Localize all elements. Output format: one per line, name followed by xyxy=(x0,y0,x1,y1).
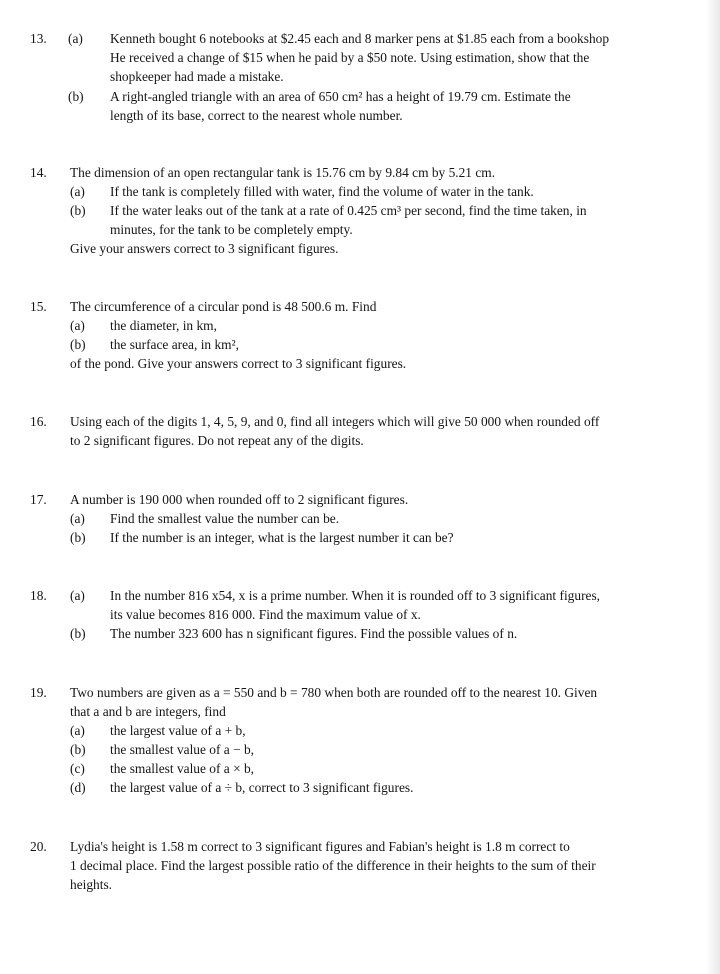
question-text: Lydia's height is 1.58 m correct to 3 significant figures and Fabian's height is 1.8 m correct to xyxy=(70,839,570,854)
question-13 xyxy=(0,30,720,130)
question-text: The circumference of a circular pond is 48 500.6 m. Find xyxy=(70,299,377,314)
question-text: the surface area, in km², xyxy=(110,337,239,352)
question-18 xyxy=(0,587,720,647)
question-text: the largest value of a ÷ b, correct to 3 significant figures. xyxy=(110,780,414,795)
part-label: (a) xyxy=(68,31,83,46)
question-text: minutes, for the tank to be completely empty. xyxy=(110,222,353,237)
question-text: the largest value of a + b, xyxy=(110,723,246,738)
question-note: of the pond. Give your answers correct to 3 significant figures. xyxy=(70,356,407,371)
part-label: (b) xyxy=(70,530,86,545)
page-edge-shadow xyxy=(706,0,720,974)
question-number: 13. xyxy=(30,31,47,46)
question-text: 1 decimal place. Find the largest possible ratio of the difference in their heights to the sum of their xyxy=(70,858,596,873)
question-text: shopkeeper had made a mistake. xyxy=(110,69,284,84)
question-text: that a and b are integers, find xyxy=(70,704,226,719)
question-14 xyxy=(0,164,720,264)
question-19 xyxy=(0,684,720,804)
question-text: If the water leaks out of the tank at a rate of 0.425 cm³ per second, find the time taken, in xyxy=(110,203,587,218)
question-text: Kenneth bought 6 notebooks at $2.45 each and 8 marker pens at $1.85 each from a bookshop xyxy=(110,31,610,46)
question-text: The number 323 600 has n significant figures. Find the possible values of n. xyxy=(110,626,518,641)
question-number: 17. xyxy=(30,492,47,507)
question-text: In the number 816 x54, x is a prime number. When it is rounded off to 3 significant figures, xyxy=(110,588,601,603)
question-text: its value becomes 816 000. Find the maximum value of x. xyxy=(110,607,421,622)
question-number: 14. xyxy=(30,165,47,180)
question-text: the diameter, in km, xyxy=(110,318,217,333)
part-label: (b) xyxy=(70,626,86,641)
part-label: (b) xyxy=(68,89,84,104)
part-label: (a) xyxy=(70,723,85,738)
question-15 xyxy=(0,298,720,378)
question-text: heights. xyxy=(70,877,113,892)
question-text: He received a change of $15 when he paid by a $50 note. Using estimation, show that the xyxy=(110,50,590,65)
question-text: the smallest value of a − b, xyxy=(110,742,255,757)
question-text: the smallest value of a × b, xyxy=(110,761,255,776)
question-20 xyxy=(0,838,720,898)
question-number: 18. xyxy=(30,588,47,603)
question-text: The dimension of an open rectangular tank is 15.76 cm by 9.84 cm by 5.21 cm. xyxy=(70,165,496,180)
part-label: (b) xyxy=(70,203,86,218)
part-label: (d) xyxy=(70,780,86,795)
question-text: If the number is an integer, what is the largest number it can be? xyxy=(110,530,454,545)
question-text: A number is 190 000 when rounded off to 2 significant figures. xyxy=(70,492,409,507)
part-label: (a) xyxy=(70,588,85,603)
part-label: (a) xyxy=(70,511,85,526)
question-text: A right-angled triangle with an area of 650 cm² has a height of 19.79 cm. Estimate the xyxy=(110,89,571,104)
question-text: If the tank is completely filled with water, find the volume of water in the tank. xyxy=(110,184,534,199)
question-number: 20. xyxy=(30,839,47,854)
question-17 xyxy=(0,491,720,551)
question-16 xyxy=(0,413,720,453)
question-text: Find the smallest value the number can be. xyxy=(110,511,340,526)
part-label: (a) xyxy=(70,184,85,199)
question-number: 19. xyxy=(30,685,47,700)
question-number: 16. xyxy=(30,414,47,429)
question-number: 15. xyxy=(30,299,47,314)
part-label: (c) xyxy=(70,761,85,776)
question-note: Give your answers correct to 3 significant figures. xyxy=(70,241,339,256)
question-text: Using each of the digits 1, 4, 5, 9, and 0, find all integers which will give 50 000 when rounded off xyxy=(70,414,600,429)
part-label: (b) xyxy=(70,742,86,757)
part-label: (a) xyxy=(70,318,85,333)
part-label: (b) xyxy=(70,337,86,352)
question-text: to 2 significant figures. Do not repeat any of the digits. xyxy=(70,433,364,448)
question-text: Two numbers are given as a = 550 and b = 780 when both are rounded off to the nearest 10. Given xyxy=(70,685,598,700)
question-text: length of its base, correct to the nearest whole number. xyxy=(110,108,403,123)
